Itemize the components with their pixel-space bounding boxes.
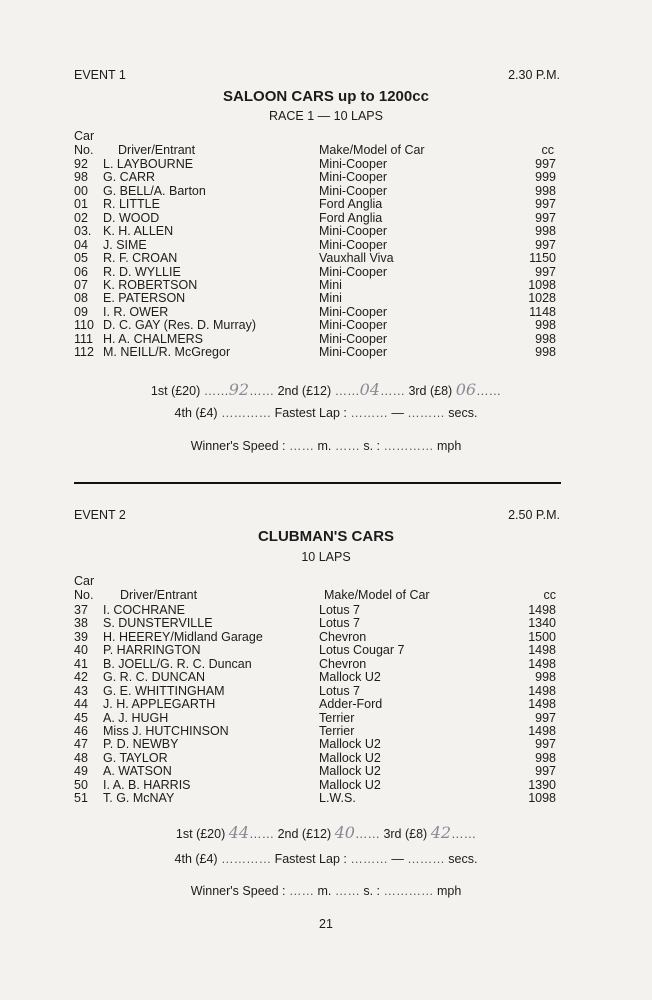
driver-entrant: G. BELL/A. Barton (103, 183, 206, 198)
car-number: 38 (74, 616, 88, 631)
third-label: 3rd (£8) (383, 827, 428, 841)
engine-cc: 1498 (528, 656, 556, 671)
engine-cc: 997 (535, 264, 556, 279)
entry-row (0, 725, 652, 738)
entry-row (0, 346, 652, 359)
car-number: 51 (74, 791, 88, 806)
car-model: L.W.S. (319, 791, 356, 806)
secs-label: secs. (448, 406, 478, 420)
fourth-label: 4th (£4) (174, 406, 218, 420)
car-number: 110 (74, 318, 94, 333)
result-line-3: Winner's Speed : …… m. …… s. : ………… mph (190, 439, 462, 453)
engine-cc: 997 (535, 764, 556, 779)
car-model: Mini-Cooper (319, 183, 388, 198)
entry-list (0, 604, 652, 806)
third-handwritten: 06 (455, 380, 477, 399)
entry-row (0, 738, 652, 751)
engine-cc: 1498 (528, 683, 556, 698)
engine-cc: 997 (535, 157, 556, 171)
engine-cc: 1500 (528, 629, 556, 644)
header-make: Make/Model of Car (324, 588, 430, 602)
car-number: 40 (74, 643, 88, 658)
car-model: Terrier (319, 710, 355, 725)
car-number: 112 (74, 345, 94, 360)
result-line-3: Winner's Speed : …… m. …… s. : ………… mph (190, 884, 462, 898)
engine-cc: 1498 (528, 643, 556, 658)
event-time: 2.50 P.M. (508, 508, 560, 522)
entry-row (0, 792, 652, 805)
header-cc: cc (543, 588, 556, 602)
engine-cc: 1148 (529, 304, 556, 319)
third-label: 3rd (£8) (408, 384, 453, 398)
mph-label: mph (436, 884, 462, 898)
m-label: m. (317, 884, 332, 898)
car-number: 46 (74, 723, 88, 738)
entry-row (0, 212, 652, 225)
result-line-1: 1st (£20) 44…… 2nd (£12) 40…… 3rd (£8) 42…… (175, 823, 477, 842)
car-model: Mini-Cooper (319, 345, 388, 360)
driver-entrant: G. R. C. DUNCAN (103, 670, 206, 685)
engine-cc: 998 (535, 750, 556, 765)
entry-row (0, 306, 652, 319)
driver-entrant: R. F. CROAN (103, 251, 178, 266)
engine-cc: 1498 (528, 697, 556, 712)
second-label: 2nd (£12) (277, 827, 332, 841)
driver-entrant: P. D. NEWBY (103, 737, 179, 752)
car-model: Mallock U2 (319, 670, 381, 685)
engine-cc: 998 (535, 224, 556, 239)
car-number: 92 (74, 157, 88, 171)
engine-cc: 998 (535, 345, 556, 360)
car-number: 07 (74, 277, 88, 292)
engine-cc: 1150 (529, 251, 556, 266)
car-model: Lotus Cougar 7 (319, 643, 405, 658)
entry-row (0, 225, 652, 238)
driver-entrant: I. COCHRANE (103, 603, 185, 617)
entry-row (0, 698, 652, 711)
event-subtitle: 10 LAPS (301, 550, 351, 564)
first-handwritten: 44 (228, 823, 250, 842)
car-number: 41 (74, 656, 88, 671)
fourth-label: 4th (£4) (174, 852, 218, 866)
driver-entrant: M. NEILL/R. McGregor (103, 345, 231, 360)
car-model: Mini-Cooper (319, 157, 388, 171)
entry-row (0, 752, 652, 765)
second-handwritten: 40 (334, 823, 355, 842)
entry-row (0, 171, 652, 184)
event-title: CLUBMAN'S CARS (257, 528, 395, 545)
car-model: Ford Anglia (319, 210, 383, 225)
engine-cc: 997 (535, 737, 556, 752)
car-model: Chevron (319, 656, 367, 671)
car-model: Mallock U2 (319, 750, 381, 765)
car-model: Mini (319, 277, 342, 292)
third-handwritten: 42 (430, 823, 452, 842)
first-handwritten: 92 (228, 380, 250, 399)
engine-cc: 998 (535, 318, 556, 333)
entry-row (0, 158, 652, 171)
driver-entrant: A. J. HUGH (103, 710, 169, 725)
driver-entrant: D. C. GAY (Res. D. Murray) (103, 318, 257, 333)
car-number: 45 (74, 710, 88, 725)
event-title: SALOON CARS up to 1200cc (223, 88, 429, 105)
car-model: Mallock U2 (319, 777, 381, 792)
car-model: Lotus 7 (319, 616, 361, 631)
engine-cc: 998 (535, 670, 556, 685)
entry-row (0, 644, 652, 657)
entry-row (0, 319, 652, 332)
car-number: 06 (74, 264, 88, 279)
engine-cc: 999 (535, 170, 556, 185)
engine-cc: 998 (535, 331, 556, 346)
car-number: 02 (74, 210, 88, 225)
driver-entrant: H. HEEREY/Midland Garage (103, 629, 263, 644)
car-number: 43 (74, 683, 88, 698)
car-model: Mini-Cooper (319, 331, 388, 346)
driver-entrant: A. WATSON (103, 764, 172, 779)
car-number: 05 (74, 251, 88, 266)
engine-cc: 1098 (528, 791, 556, 806)
engine-cc: 997 (535, 210, 556, 225)
car-model: Lotus 7 (319, 603, 361, 617)
car-model: Adder-Ford (319, 697, 383, 712)
driver-entrant: I. R. OWER (103, 304, 169, 319)
dash: — (391, 852, 404, 866)
engine-cc: 1498 (528, 723, 556, 738)
engine-cc: 997 (535, 237, 556, 252)
engine-cc: 997 (535, 710, 556, 725)
car-number: 50 (74, 777, 88, 792)
driver-entrant: J. H. APPLEGARTH (103, 697, 216, 712)
speed-label: Winner's Speed : (190, 439, 286, 453)
engine-cc: 1390 (528, 777, 556, 792)
entry-row (0, 631, 652, 644)
car-model: Mini-Cooper (319, 237, 388, 252)
header-no: No. (74, 588, 94, 602)
entry-row (0, 239, 652, 252)
entry-row (0, 685, 652, 698)
event-time: 2.30 P.M. (508, 68, 560, 82)
entry-row (0, 671, 652, 684)
car-model: Mini-Cooper (319, 304, 388, 319)
driver-entrant: L. LAYBOURNE (103, 157, 194, 171)
driver-entrant: P. HARRINGTON (103, 643, 201, 658)
entry-row (0, 185, 652, 198)
driver-entrant: Miss J. HUTCHINSON (103, 723, 229, 738)
page-number: 21 (319, 917, 333, 931)
result-line-1: 1st (£20) ……92…… 2nd (£12) ……04…… 3rd (£8) 06…… (150, 380, 502, 399)
driver-entrant: T. G. McNAY (103, 791, 175, 806)
car-model: Chevron (319, 629, 367, 644)
first-label: 1st (£20) (175, 827, 226, 841)
section-divider (74, 482, 561, 484)
engine-cc: 1028 (528, 291, 556, 306)
result-line-2: 4th (£4) ………… Fastest Lap : ……… — ……… secs. (174, 852, 478, 866)
speed-label: Winner's Speed : (190, 884, 286, 898)
car-model: Mini-Cooper (319, 318, 388, 333)
engine-cc: 998 (535, 183, 556, 198)
car-number: 49 (74, 764, 88, 779)
car-number: 111 (74, 331, 94, 346)
engine-cc: 1498 (528, 603, 556, 617)
dash: — (391, 406, 404, 420)
entry-row (0, 658, 652, 671)
car-number: 37 (74, 603, 88, 617)
secs-label: secs. (448, 852, 478, 866)
first-label: 1st (£20) (150, 384, 201, 398)
header-cc: cc (541, 143, 554, 157)
car-model: Mini-Cooper (319, 264, 388, 279)
entry-row (0, 617, 652, 630)
engine-cc: 1340 (528, 616, 556, 631)
car-number: 03. (74, 224, 92, 239)
engine-cc: 1098 (528, 277, 556, 292)
car-number: 09 (74, 304, 88, 319)
car-model: Lotus 7 (319, 683, 361, 698)
driver-entrant: G. E. WHITTINGHAM (103, 683, 225, 698)
entry-row (0, 765, 652, 778)
driver-entrant: I. A. B. HARRIS (103, 777, 191, 792)
result-line-2: 4th (£4) ………… Fastest Lap : ……… — ……… secs. (174, 406, 478, 420)
event-subtitle: RACE 1 — 10 LAPS (269, 109, 383, 123)
car-model: Vauxhall Viva (319, 251, 394, 266)
driver-entrant: S. DUNSTERVILLE (103, 616, 213, 631)
car-model: Mallock U2 (319, 737, 381, 752)
car-model: Mini-Cooper (319, 224, 388, 239)
car-number: 08 (74, 291, 88, 306)
entry-row (0, 252, 652, 265)
car-number: 42 (74, 670, 88, 685)
car-number: 04 (74, 237, 88, 252)
second-label: 2nd (£12) (277, 384, 332, 398)
entry-row (0, 292, 652, 305)
s-label: s. : (363, 439, 380, 453)
car-number: 48 (74, 750, 88, 765)
engine-cc: 997 (535, 197, 556, 212)
second-handwritten: 04 (359, 380, 380, 399)
driver-entrant: D. WOOD (103, 210, 160, 225)
car-model: Terrier (319, 723, 355, 738)
driver-entrant: R. D. WYLLIE (103, 264, 181, 279)
car-number: 98 (74, 170, 88, 185)
entry-row (0, 604, 652, 617)
driver-entrant: J. SIME (103, 237, 147, 252)
entry-row (0, 279, 652, 292)
driver-entrant: K. ROBERTSON (103, 277, 198, 292)
car-model: Mini-Cooper (319, 170, 388, 185)
car-number: 39 (74, 629, 88, 644)
car-model: Mini (319, 291, 342, 306)
driver-entrant: R. LITTLE (103, 197, 160, 212)
driver-entrant: G. TAYLOR (103, 750, 168, 765)
car-number: 44 (74, 697, 88, 712)
header-make: Make/Model of Car (319, 143, 425, 157)
driver-entrant: H. A. CHALMERS (103, 331, 204, 346)
entry-list (0, 158, 652, 360)
mph-label: mph (436, 439, 462, 453)
entry-row (0, 333, 652, 346)
entry-row (0, 779, 652, 792)
header-car: Car (74, 129, 95, 143)
entry-row (0, 712, 652, 725)
fastest-label: Fastest Lap : (274, 852, 347, 866)
s-label: s. : (363, 884, 380, 898)
fastest-label: Fastest Lap : (274, 406, 347, 420)
event-label: EVENT 2 (74, 508, 126, 522)
car-number: 01 (74, 197, 88, 212)
car-model: Mallock U2 (319, 764, 381, 779)
car-number: 00 (74, 183, 88, 198)
driver-entrant: G. CARR (103, 170, 156, 185)
header-driver: Driver/Entrant (118, 143, 196, 157)
event-label: EVENT 1 (74, 68, 126, 82)
m-label: m. (317, 439, 332, 453)
header-car: Car (74, 574, 95, 588)
header-driver: Driver/Entrant (120, 588, 198, 602)
car-number: 47 (74, 737, 88, 752)
entry-row (0, 266, 652, 279)
driver-entrant: B. JOELL/G. R. C. Duncan (103, 656, 252, 671)
driver-entrant: K. H. ALLEN (103, 224, 174, 239)
entry-row (0, 198, 652, 211)
car-model: Ford Anglia (319, 197, 383, 212)
header-no: No. (74, 143, 94, 157)
driver-entrant: E. PATERSON (103, 291, 186, 306)
